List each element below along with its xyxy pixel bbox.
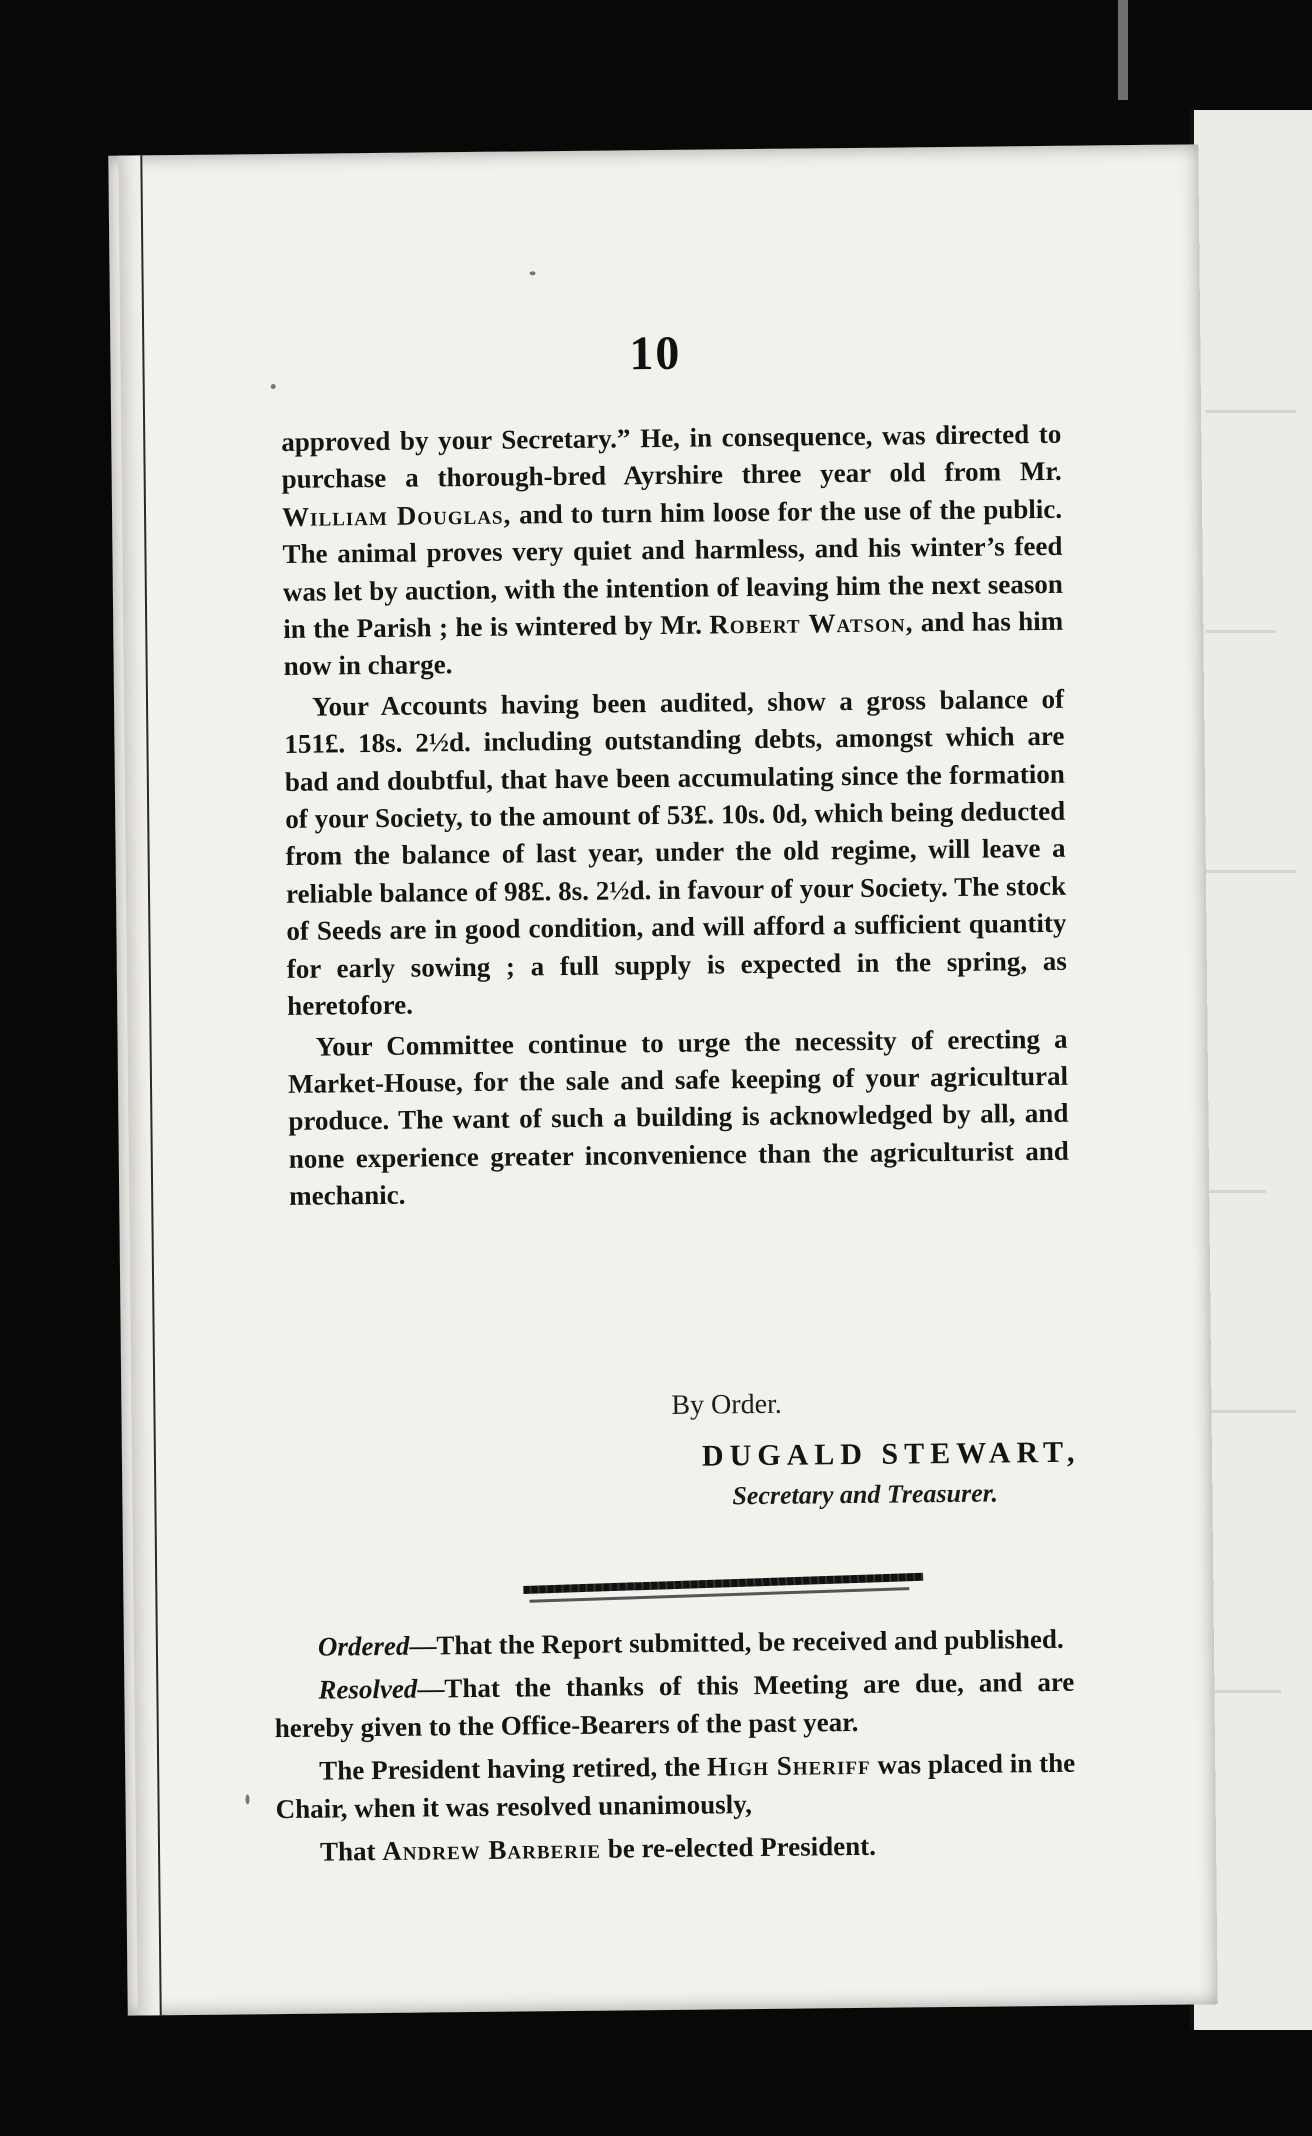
page-gutter bbox=[118, 155, 161, 2015]
resolution-label: Ordered bbox=[317, 1630, 410, 1662]
binding-mark bbox=[1118, 0, 1128, 100]
paragraph-market-house: Your Committee continue to urge the necessity of erecting a Market-House, for the sale and safe keeping of your agricultural produce. The want of such a building is acknowledged by all, and none experience greater inconvenience than the agriculturist and mechanic. bbox=[287, 1023, 1069, 1212]
resolution-reelect bbox=[276, 1826, 1076, 1872]
resolution-text: That bbox=[319, 1836, 376, 1867]
signature-title: Secretary and Treasurer. bbox=[732, 1478, 999, 1511]
resolution-text: —That the thanks of this Meeting are due, and are hereby given to the Office-Bearers of the past year. bbox=[274, 1667, 1075, 1743]
resolution-text: The President having retired, the bbox=[319, 1751, 701, 1786]
signature-name: DUGALD STEWART, bbox=[701, 1435, 1081, 1473]
resolution-text: was placed in the Chair, when it was resolved unanimously, bbox=[275, 1747, 1076, 1824]
resolution-text: —That the Report submitted, be received and published. bbox=[409, 1623, 1064, 1661]
paragraph-text: approved by your Secretary.” He, in consequence, was directed to purchase a thorough-bred Ayrshire three year old from Mr. bbox=[281, 418, 1062, 495]
resolution-text: be re-elected President. bbox=[607, 1830, 877, 1864]
print-speck bbox=[245, 1794, 249, 1804]
print-speck bbox=[530, 271, 536, 275]
resolution-label: Resolved bbox=[318, 1674, 418, 1706]
resolutions-section bbox=[274, 1621, 1077, 1878]
resolution-resolved bbox=[274, 1664, 1075, 1747]
by-order-line: By Order. bbox=[671, 1388, 783, 1421]
paragraph-accounts: Your Accounts having been audited, show a gross balance of 151£. 18s. 2½d. including outstanding debts, amongst which are bad and doubtful, that have been accumulating since the formation of your Society, to the amount of 53£. 10s. 0d, which being deducted from the balance of last year, under the old regime, will leave a reliable balance of 98£. 8s. 2½d. in favour of your Society. The stock of Seeds are in good condition, and will afford a sufficient quantity for early sowing ; a full supply is expected in the spring, as heretofore. bbox=[284, 683, 1067, 1022]
paragraph-bull bbox=[281, 416, 1064, 686]
print-speck bbox=[271, 384, 276, 389]
resolution-president bbox=[275, 1745, 1076, 1828]
person-name: Andrew Barberie bbox=[382, 1833, 602, 1867]
paragraph-text: and has him now in charge. bbox=[283, 605, 1064, 682]
person-name: Robert Watson, bbox=[709, 607, 914, 640]
resolution-ordered bbox=[274, 1621, 1074, 1667]
office-name: High Sheriff bbox=[706, 1750, 871, 1782]
paragraph-text: and to turn him loose for the use of the public. The animal proves very quiet and harmless, and his winter’s feed was let by auction, with the intention of leaving him the next season in the Parish ; he is wintered by Mr. bbox=[282, 493, 1063, 644]
document-page bbox=[108, 144, 1217, 2015]
page-number: 10 bbox=[629, 326, 682, 381]
report-body bbox=[281, 416, 1069, 1219]
person-name: William Douglas, bbox=[281, 499, 512, 532]
